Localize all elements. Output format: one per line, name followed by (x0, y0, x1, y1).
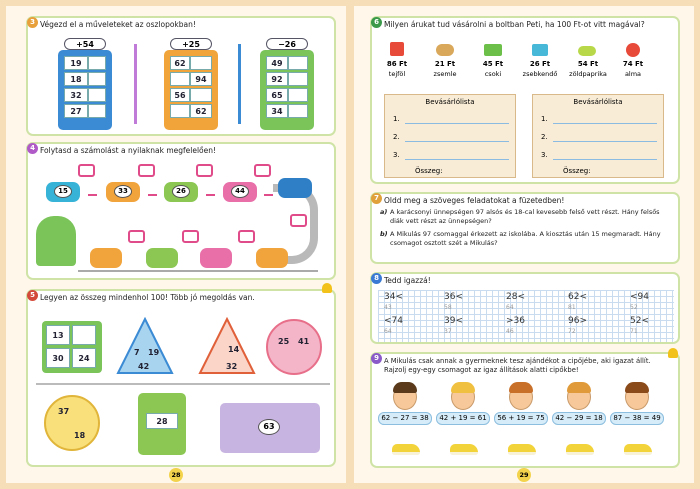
robot-cell[interactable]: 62 (190, 104, 212, 118)
robot-operation: +25 (170, 38, 212, 50)
task-3-box (26, 16, 336, 136)
task-7-box (370, 192, 680, 264)
bell-icon (322, 283, 332, 293)
robot-cell[interactable]: 28 (146, 413, 178, 429)
inequality-bottom: 81 (568, 304, 576, 311)
robot-operation: +54 (64, 38, 106, 50)
car (200, 248, 232, 268)
robot-cell[interactable] (288, 104, 308, 118)
list-line[interactable] (553, 123, 657, 124)
right-arrow-icon (148, 194, 157, 196)
robot-cell[interactable]: 34 (266, 104, 288, 118)
robot-cell[interactable] (88, 72, 106, 86)
inequality-top: 39< (444, 316, 463, 326)
inequality[interactable] (506, 316, 525, 336)
product-name: zöldpaprika (569, 70, 607, 78)
task-b-label: b) (380, 230, 388, 238)
inequality-bottom: 71 (630, 328, 638, 335)
shoe-drawing-target[interactable] (566, 444, 594, 455)
inequality-top: 52< (630, 316, 649, 326)
robot-2 (156, 38, 226, 133)
equation: 87 − 38 = 49 (610, 412, 664, 425)
task-6-box (370, 16, 680, 184)
inequality-bottom: 72 (568, 328, 576, 335)
product-name: zsebkendő (522, 70, 558, 78)
product-name: zsemle (433, 70, 457, 78)
car (106, 182, 140, 202)
robot-3 (252, 38, 324, 133)
car-value: 44 (231, 185, 249, 198)
car (90, 248, 122, 268)
product-price: 74 Ft (622, 60, 644, 68)
task-instruction: Folytasd a számolást a nyilaknak megfelelően! (40, 146, 217, 155)
child-hair (393, 382, 417, 393)
task-number: 7 (371, 193, 382, 204)
task-number: 9 (371, 353, 382, 364)
child-hair (509, 382, 533, 393)
task-a-text: A karácsonyi ünnepségen 97 alsós és 18-cal kevesebb felső vett részt. Hány felsős diák vett részt az ünnepségen? (390, 208, 660, 225)
circle-value: 37 (58, 407, 70, 416)
answer-sign[interactable] (128, 230, 145, 243)
inequality[interactable] (384, 292, 403, 312)
list-number: 3. (393, 151, 400, 159)
antenna-decoration (134, 44, 137, 124)
task-8-box (370, 272, 680, 344)
task-number: 5 (27, 290, 38, 301)
car (278, 178, 312, 198)
robot-cell[interactable] (190, 88, 212, 102)
list-line[interactable] (405, 123, 509, 124)
circle-value: 41 (298, 337, 310, 346)
product-price: 86 Ft (386, 60, 408, 68)
task-instruction: A Mikulás csak annak a gyermeknek tesz ajándékot a cipőjébe, aki igazat állít. Rajzolj egy-egy csomagot az igaz állítások alatti cipőkbe! (384, 357, 651, 374)
product-name: tejföl (388, 70, 406, 78)
child-hair (451, 382, 475, 393)
list-title: Bevásárlólista (573, 98, 623, 106)
grid-cell[interactable] (72, 325, 96, 345)
inequality[interactable] (568, 292, 587, 312)
list-number: 1. (541, 115, 548, 123)
inequality-top: 96> (568, 316, 587, 326)
circle-value: 25 (278, 337, 290, 346)
right-arrow-icon (206, 194, 215, 196)
robot-cell[interactable]: 62 (170, 56, 190, 70)
answer-sign[interactable] (78, 164, 95, 177)
list-number: 2. (541, 133, 548, 141)
robot-cell[interactable] (170, 72, 190, 86)
child-face (625, 384, 649, 410)
product-price: 26 Ft (529, 60, 551, 68)
car (146, 248, 178, 268)
right-page (354, 6, 694, 483)
answer-sign[interactable] (290, 214, 307, 227)
robot-operation: −26 (266, 38, 308, 50)
product-icon (532, 44, 548, 56)
list-number: 3. (541, 151, 548, 159)
inequality[interactable] (444, 316, 463, 336)
task-instruction: Legyen az összeg mindenhol 100! Több jó megoldás van. (40, 293, 255, 302)
child-hair (567, 382, 591, 393)
inequality-bottom: 37 (444, 328, 452, 335)
grid-cell[interactable]: 13 (46, 325, 70, 345)
inequality[interactable] (630, 316, 649, 336)
task-instruction: Milyen árukat tud vásárolni a boltban Peti, ha 100 Ft-ot vitt magával? (384, 20, 645, 29)
list-line[interactable] (405, 141, 509, 142)
robot-cell[interactable]: 65 (266, 88, 288, 102)
inequality-bottom: 64 (506, 304, 514, 311)
product-icon (436, 44, 454, 56)
right-arrow-icon (264, 194, 273, 196)
task-5-box (26, 289, 336, 467)
inequality-bottom: 43 (384, 304, 392, 311)
car-value: 33 (114, 185, 132, 198)
child-hair (625, 382, 649, 393)
shopping-list (532, 94, 664, 178)
task-number: 3 (27, 17, 38, 28)
task-number: 6 (371, 17, 382, 28)
inequality[interactable] (568, 316, 587, 336)
yellow-circle (44, 395, 100, 451)
right-arrow-icon (88, 194, 97, 196)
page-number: 28 (169, 468, 183, 482)
car-value: 26 (172, 185, 190, 198)
circle-value: 18 (74, 431, 86, 440)
car (223, 182, 257, 202)
task-instruction: Végezd el a műveleteket az oszlopokban! (40, 20, 196, 29)
list-line[interactable] (405, 159, 509, 160)
car (164, 182, 198, 202)
road-line (78, 270, 318, 272)
triangle-value: 42 (138, 362, 150, 371)
inequality-top: 36< (444, 292, 463, 302)
grid-cell[interactable]: 30 (46, 348, 70, 368)
equation: 62 − 27 = 38 (378, 412, 432, 425)
pink-circle (266, 319, 322, 375)
robot-cell[interactable] (88, 88, 106, 102)
page-number: 29 (517, 468, 531, 482)
product-price: 21 Ft (434, 60, 456, 68)
robot-cell[interactable]: 27 (64, 104, 88, 118)
triangle-value: 14 (228, 345, 240, 354)
robot-cell[interactable] (170, 104, 190, 118)
robot-cell[interactable] (190, 56, 212, 70)
antenna-decoration (238, 44, 241, 124)
child-face (509, 384, 533, 410)
equation: 42 − 29 = 18 (552, 412, 606, 425)
task-b-text: A Mikulás 97 csomaggal érkezett az iskolába. A kiosztás után 15 megmaradt. Hány csomagot osztott szét a Mikulás? (390, 230, 661, 247)
task-number: 8 (371, 273, 382, 284)
robot-cell[interactable]: 49 (266, 56, 288, 70)
task-4-box (26, 142, 336, 280)
answer-sign[interactable] (254, 164, 271, 177)
inequality-top: 62< (568, 292, 587, 302)
task-a-label: a) (380, 208, 388, 216)
product-icon (390, 42, 404, 56)
list-number: 2. (393, 133, 400, 141)
product-name: alma (624, 70, 642, 78)
robot-cell[interactable] (88, 56, 106, 70)
inequality-top: 34< (384, 292, 403, 302)
purple-robot (220, 403, 320, 453)
triangle-value: 19 (148, 348, 160, 357)
product-name: csoki (484, 70, 502, 78)
product-icon (578, 46, 596, 56)
product-price: 54 Ft (577, 60, 599, 68)
robot-cell[interactable]: 19 (64, 56, 88, 70)
list-title: Bevásárlólista (425, 98, 475, 106)
car (46, 182, 80, 202)
robot-cell[interactable] (288, 56, 308, 70)
list-line[interactable] (553, 159, 657, 160)
shoe-drawing-target[interactable] (508, 444, 536, 455)
inequality[interactable] (384, 316, 403, 336)
robot-cell[interactable] (288, 72, 308, 86)
equation: 56 + 19 = 75 (494, 412, 548, 425)
product-price: 45 Ft (482, 60, 504, 68)
green-robot (138, 393, 186, 455)
robot-value: 63 (258, 419, 280, 435)
inequality-bottom: 52 (630, 304, 638, 311)
product-icon (626, 43, 640, 57)
grid-cell[interactable]: 24 (72, 348, 96, 368)
inequality-bottom: 58 (444, 304, 452, 311)
task-9-box (370, 352, 680, 468)
triangle-value: 7 (134, 348, 140, 357)
child-face (567, 384, 591, 410)
inequality-bottom: 46 (506, 328, 514, 335)
divider-line (36, 383, 330, 385)
task-instruction: Oldd meg a szöveges feladatokat a füzetedben! (384, 196, 565, 205)
task-instruction: Tedd igazzá! (384, 276, 431, 285)
child-face (451, 384, 475, 410)
list-line[interactable] (553, 141, 657, 142)
answer-sign[interactable] (196, 164, 213, 177)
child-face (393, 384, 417, 410)
house-decoration (36, 216, 76, 266)
car (256, 248, 288, 268)
answer-sign[interactable] (138, 164, 155, 177)
inequality-top: <74 (384, 316, 403, 326)
task-number: 4 (27, 143, 38, 154)
total-label: Összeg: (563, 167, 591, 175)
inequality[interactable] (444, 292, 463, 312)
shopping-list (384, 94, 516, 178)
car-value: 15 (54, 185, 72, 198)
inequality-top: <94 (630, 292, 649, 302)
inequality-bottom: 64 (384, 328, 392, 335)
shoe-drawing-target[interactable] (450, 444, 478, 455)
robot-cell[interactable]: 56 (170, 88, 190, 102)
inequality-top: >36 (506, 316, 525, 326)
triangle-value: 32 (226, 362, 238, 371)
inequality-top: 28< (506, 292, 525, 302)
robot-cell[interactable]: 18 (64, 72, 88, 86)
robot-cell[interactable] (288, 88, 308, 102)
robot-cell[interactable]: 92 (266, 72, 288, 86)
shoe-drawing-target[interactable] (624, 444, 652, 455)
answer-sign[interactable] (238, 230, 255, 243)
robot-cell[interactable]: 32 (64, 88, 88, 102)
robot-cell[interactable]: 94 (190, 72, 212, 86)
inequality[interactable] (630, 292, 649, 312)
left-page (6, 6, 346, 483)
list-number: 1. (393, 115, 400, 123)
grid-robot (42, 321, 102, 373)
shoe-drawing-target[interactable] (392, 444, 420, 455)
answer-sign[interactable] (182, 230, 199, 243)
equation: 42 + 19 = 61 (436, 412, 490, 425)
product-icon (484, 44, 502, 56)
inequality[interactable] (506, 292, 525, 312)
robot-cell[interactable] (88, 104, 106, 118)
total-label: Összeg: (415, 167, 443, 175)
robot-1 (50, 38, 120, 133)
